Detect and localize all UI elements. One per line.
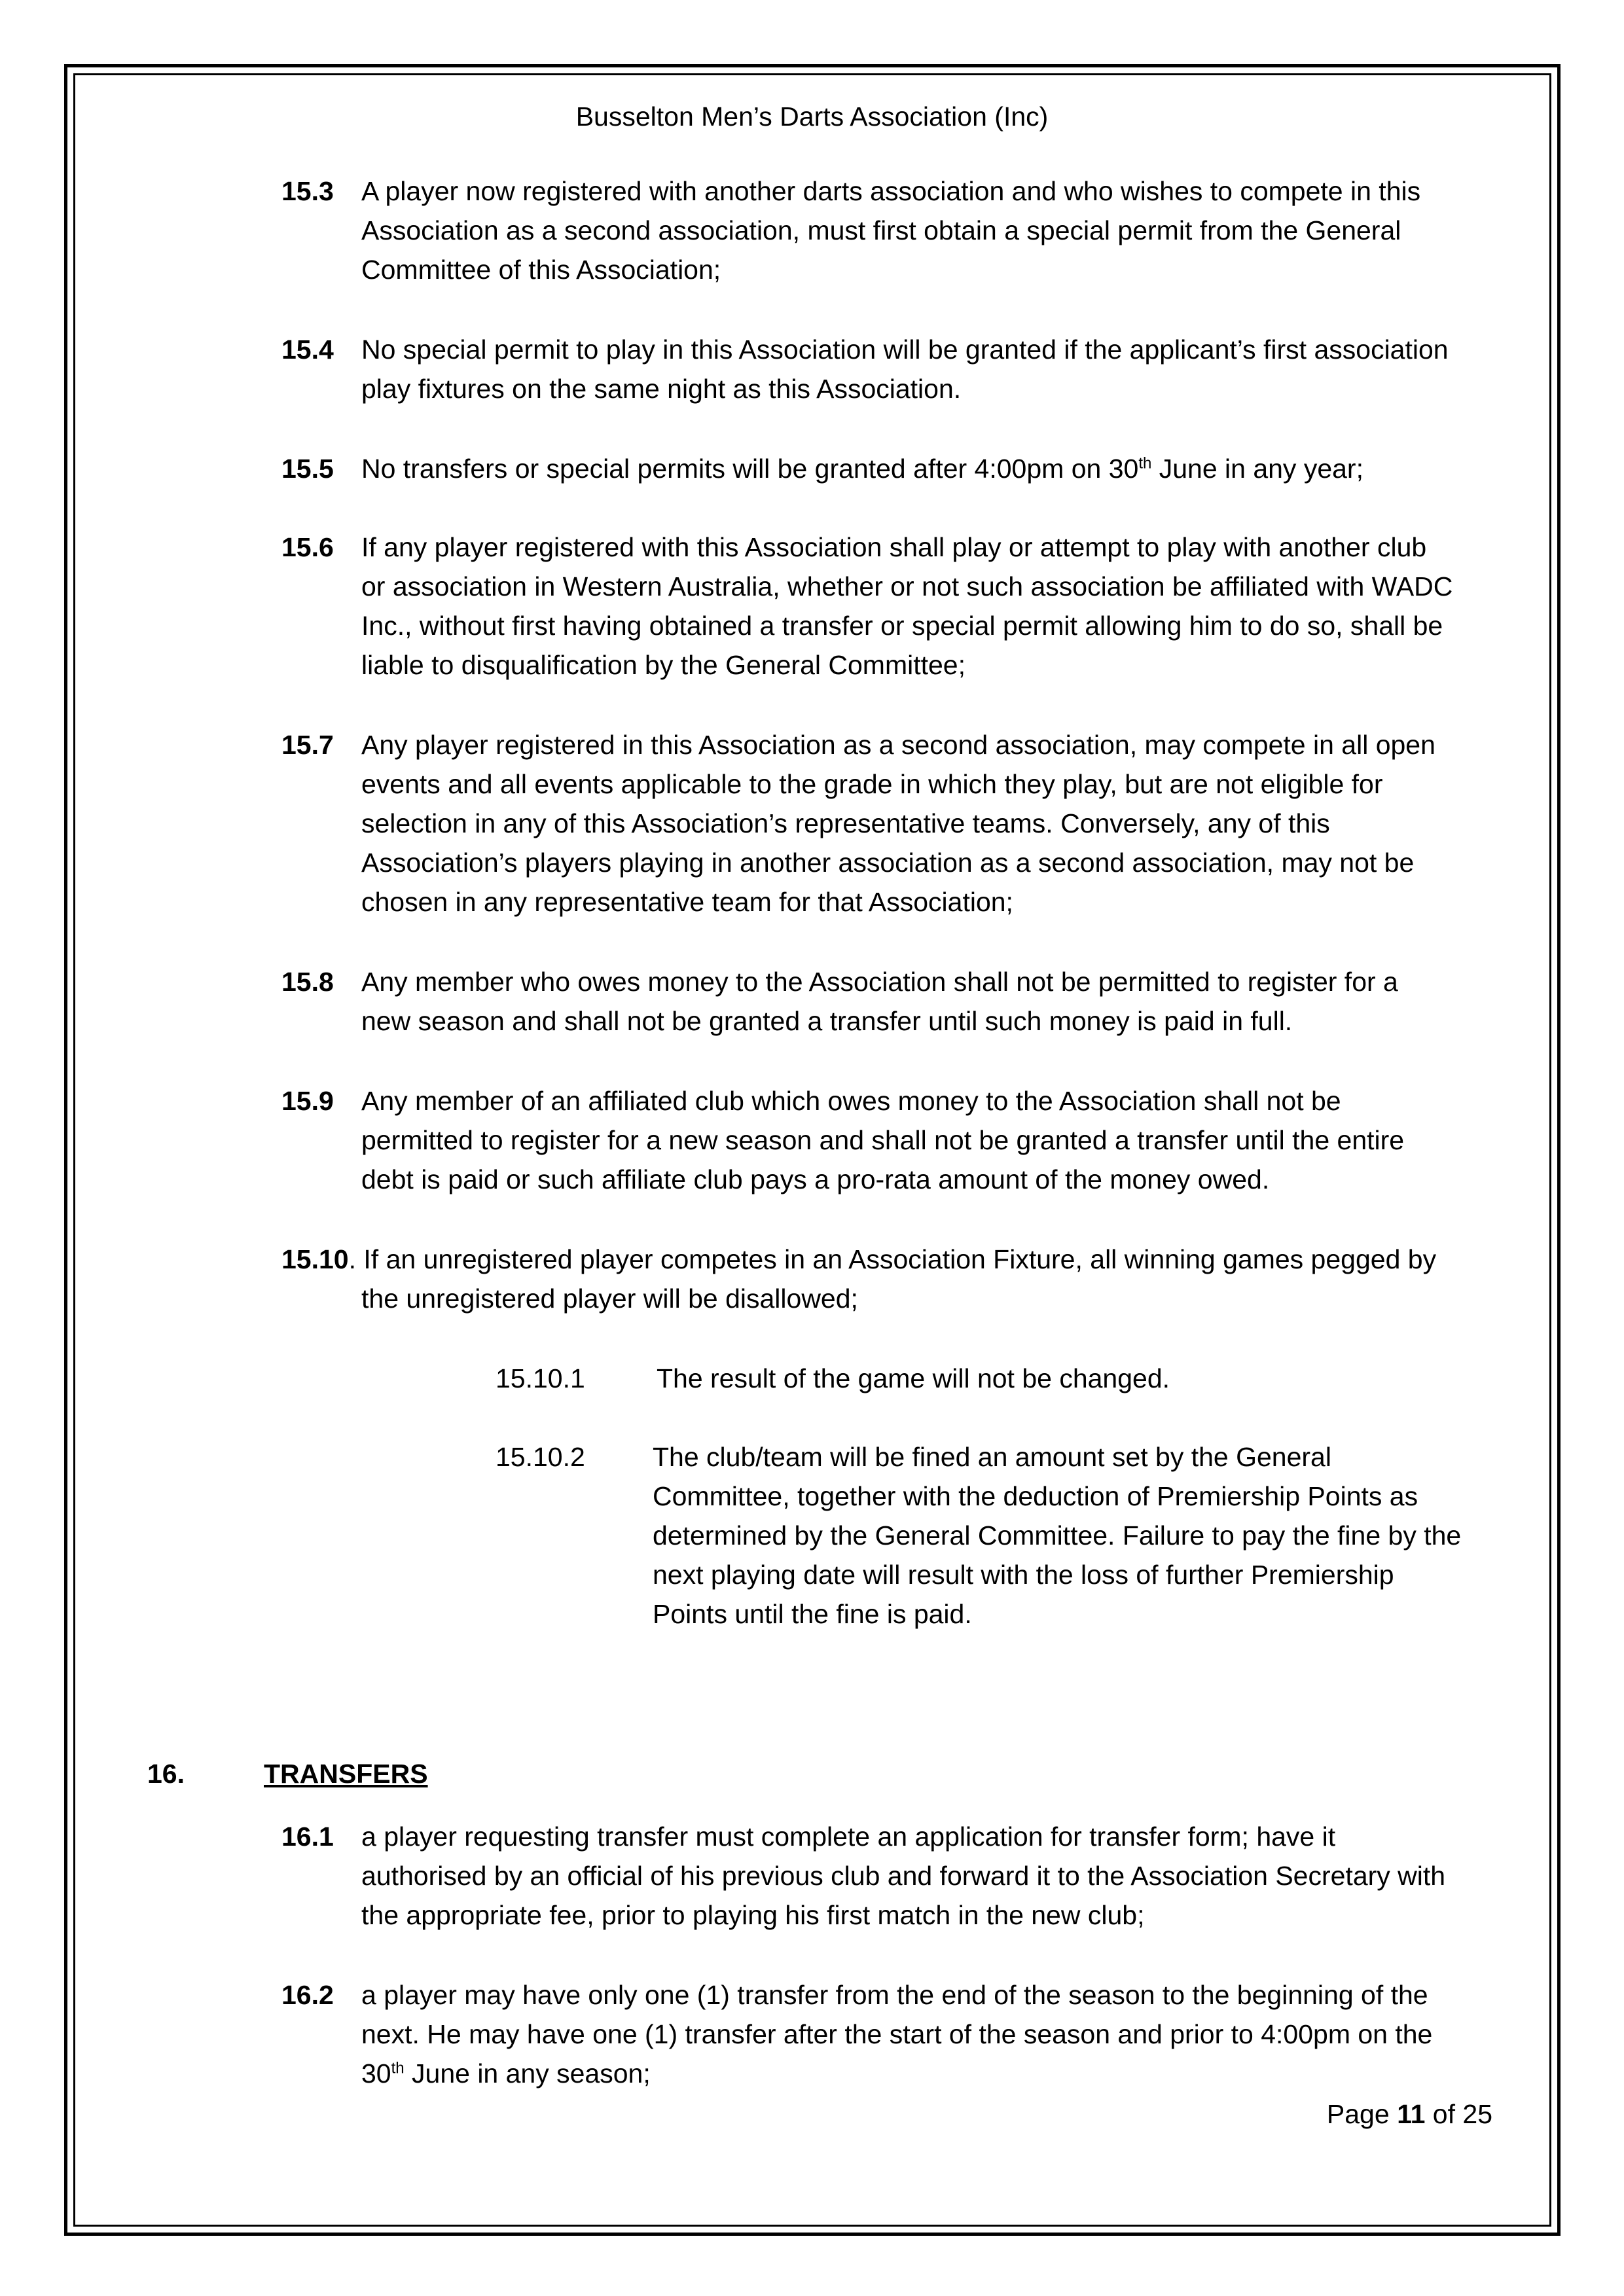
clause-15-5 <box>281 449 1512 488</box>
clause-text-part: June in any year; <box>1151 454 1363 484</box>
clause-first-line <box>281 1240 1512 1279</box>
clause-text-part: June in any season; <box>404 2058 651 2089</box>
clause-number: 16.2 <box>281 1980 334 2010</box>
clause-16-1 <box>281 1817 1512 1935</box>
total-pages: 25 <box>1462 2099 1492 2129</box>
clause-16-2 <box>281 1975 1512 2093</box>
ordinal-superscript: th <box>1138 454 1152 473</box>
clause-text: If any player registered with this Association shall play or attempt to play with another club or association in Western Australia, whether or not such association be affiliated with WADC Inc., without first having obtained a transfer or special permit allowing him to do so, shall be liable to disqualification by the General Committee; <box>361 532 1453 680</box>
clause-15-9 <box>281 1081 1512 1199</box>
clause-text-part: No transfers or special permits will be granted after 4:00pm on 30 <box>361 454 1139 484</box>
subclause-number: 15.10.1 <box>496 1363 585 1393</box>
clause-text: the unregistered player will be disallowed; <box>361 1283 858 1314</box>
document-header: Busselton Men’s Darts Association (Inc) <box>575 101 1049 132</box>
current-page-number: 11 <box>1397 2099 1426 2129</box>
clause-number: 15.3 <box>281 176 334 206</box>
clause-15-10 <box>281 1240 1512 1318</box>
clause-number-suffix: . <box>348 1244 357 1274</box>
clause-number: 15.4 <box>281 334 334 365</box>
clause-text: Any member of an affiliated club which owes money to the Association shall not be permitted to register for a new season and shall not be granted a transfer until the entire debt is paid or such affiliate club pays a pro-rata amount of the money owed. <box>361 1086 1405 1194</box>
subclause-text: The result of the game will not be changed. <box>657 1363 1170 1393</box>
clause-number: 15.6 <box>281 532 334 562</box>
ordinal-superscript: th <box>391 2059 405 2077</box>
clause-number: 16.1 <box>281 1821 334 1852</box>
clause-text-first-line: If an unregistered player competes in an Association Fixture, all winning games pegged by <box>356 1244 1437 1274</box>
clause-text: No special permit to play in this Association will be granted if the applicant’s first association play fixtures on the same night as this Association. <box>361 334 1449 404</box>
footer-prefix: Page <box>1326 2099 1398 2129</box>
page-number-footer <box>1244 2094 1492 2134</box>
footer-of: of <box>1425 2099 1463 2129</box>
clause-number: 15.10 <box>281 1244 349 1274</box>
subclause-number: 15.10.2 <box>496 1442 585 1472</box>
section-number: 16. <box>147 1759 185 1789</box>
clause-15-6 <box>281 528 1512 685</box>
clause-text <box>361 1975 1512 2093</box>
clause-15-7 <box>281 725 1512 922</box>
section-title: TRANSFERS <box>264 1759 428 1789</box>
clause-number: 15.9 <box>281 1086 334 1116</box>
clause-text: a player requesting transfer must complete an application for transfer form; have it authorised by an official of his previous club and forward it to the Association Secretary with the appropriate fee, prior to playing his first match in the new club; <box>361 1821 1446 1930</box>
clause-15-4 <box>281 330 1512 408</box>
clause-15-3 <box>281 171 1512 289</box>
clause-text: Any member who owes money to the Association shall not be permitted to register for a new season and shall not be granted a transfer until such money is paid in full. <box>361 967 1398 1036</box>
subclause-text: The club/team will be fined an amount set by the General Committee, together with the deduction of Premiership Points as determined by the General Committee. Failure to pay the fine by the next playing date will result with the loss of further Premiership Points until the fine is paid. <box>653 1442 1462 1629</box>
clause-15-8 <box>281 962 1512 1041</box>
clause-number: 15.8 <box>281 967 334 997</box>
subclause-15-10-2 <box>496 1437 1517 1634</box>
clause-text: A player now registered with another darts association and who wishes to compete in this Association as a second association, must first obtain a special permit from the General Committee of this Association; <box>361 176 1421 285</box>
clause-text: Any player registered in this Association as a second association, may compete in all open events and all events applicable to the grade in which they play, but are not eligible for selection in any of this Association’s representative teams. Conversely, any of this Association’s players playing in another association as a second association, may not be chosen in any representative team for that Association; <box>361 730 1435 917</box>
clause-text-part: a player may have only one (1) transfer from the end of the season to the beginning of the next. He may have one (1) transfer after the start of the season and prior to 4:00pm on the 30 <box>361 1980 1433 2089</box>
clause-number: 15.7 <box>281 730 334 760</box>
clause-number: 15.5 <box>281 454 334 484</box>
subclause-15-10-1 <box>496 1359 1517 1398</box>
clause-text <box>361 449 1512 488</box>
